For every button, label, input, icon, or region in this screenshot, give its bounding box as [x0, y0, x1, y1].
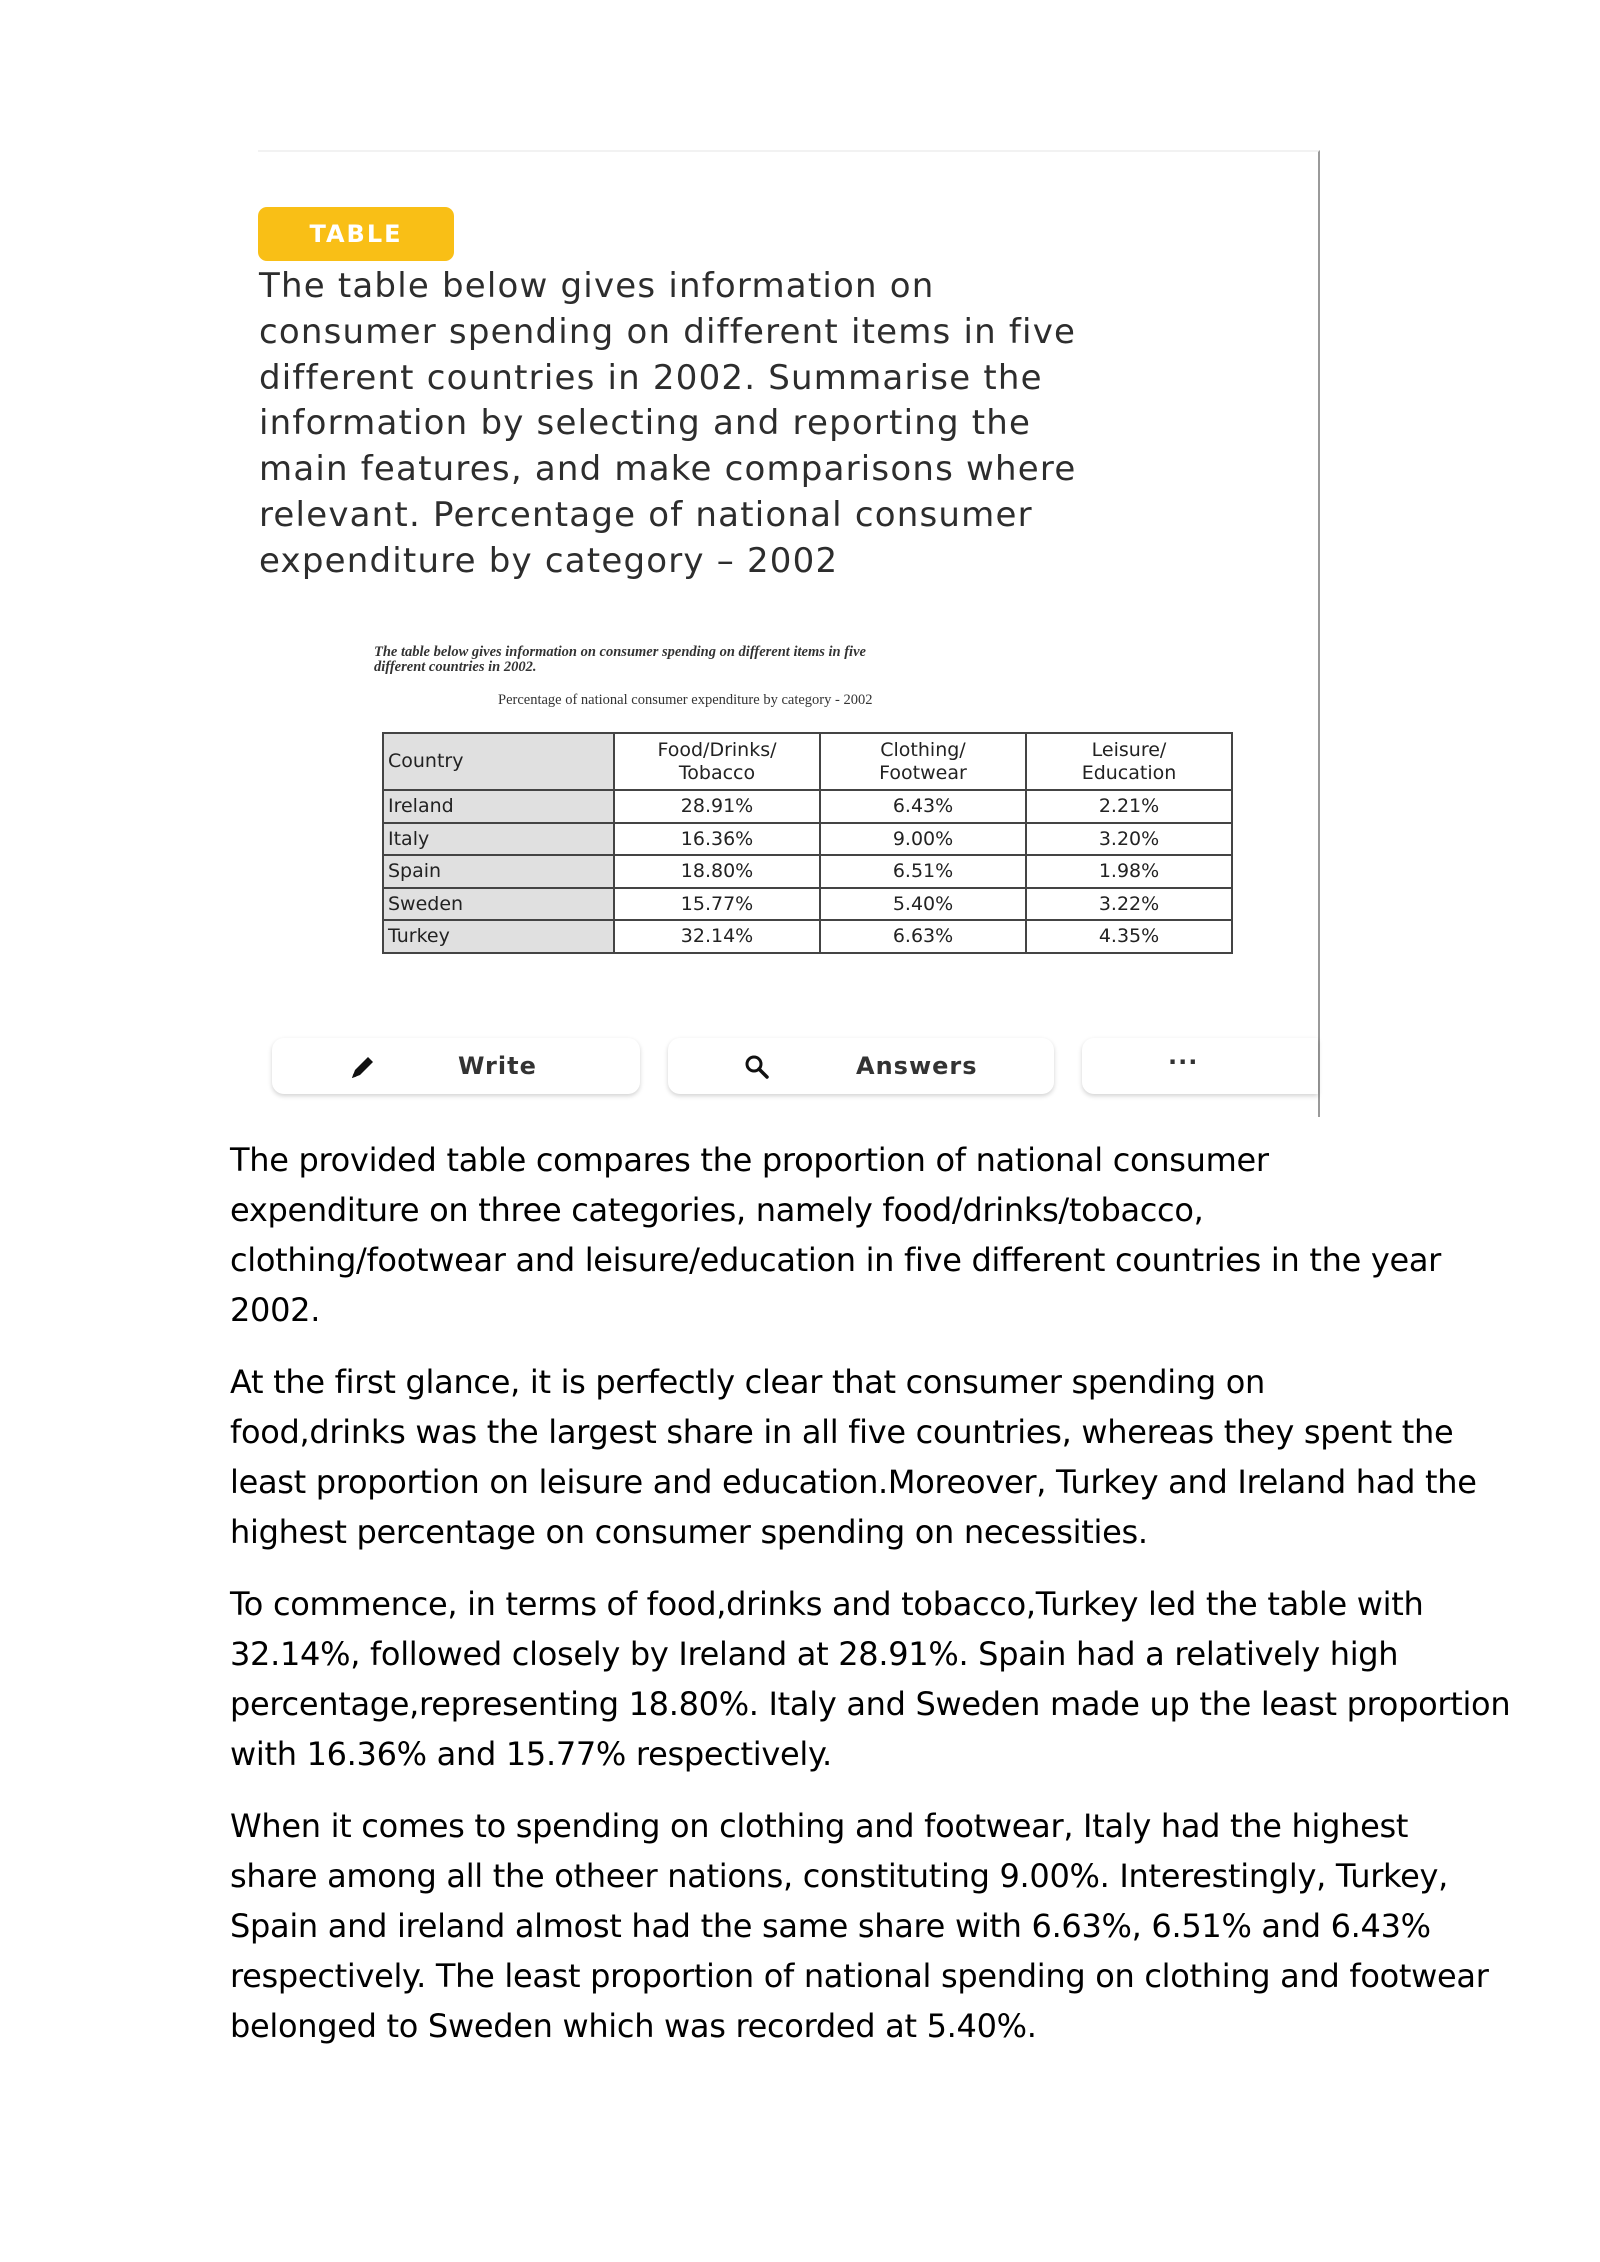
table-header-row — [383, 733, 1232, 790]
table-row — [383, 888, 1232, 921]
embedded-screenshot — [258, 150, 1320, 1117]
cell-leisure: 4.35% — [1026, 920, 1232, 953]
table-row — [383, 823, 1232, 856]
essay-paragraph: To commence, in terms of food,drinks and tobacco,Turkey led the table with 32.14%, followed closely by Ireland at 28.91%. Spain had a relatively high percentage,representing 18.80%. Italy and Sweden made up the least proportion with 16.36% and 15.77% respectively. — [230, 1585, 1511, 1773]
cell-leisure: 3.22% — [1026, 888, 1232, 921]
write-label: Write — [458, 1052, 537, 1080]
answers-label: Answers — [856, 1052, 978, 1080]
cell-leisure: 2.21% — [1026, 790, 1232, 823]
table-row — [383, 790, 1232, 823]
cell-food: 32.14% — [614, 920, 820, 953]
header-country: Country — [383, 733, 614, 790]
search-icon — [742, 1052, 772, 1088]
cell-leisure: 1.98% — [1026, 855, 1232, 888]
cell-country: Turkey — [383, 920, 614, 953]
essay-paragraph: The provided table compares the proportion of national consumer expenditure on three categories, namely food/drinks/tobacco, clothing/footwear and leisure/education in five different countries in the year 2002. — [230, 1141, 1442, 1329]
cell-clothing: 6.51% — [820, 855, 1026, 888]
answers-button[interactable] — [668, 1038, 1054, 1094]
task-prompt: The table below gives information on consumer spending on different items in five different countries in 2002. Summarise the information by selecting and reporting the main features, and make comparisons where relevant. Percentage of national consumer expenditure by category – 2002 — [259, 266, 1077, 581]
action-bar — [272, 1038, 1318, 1096]
expenditure-table — [382, 732, 1233, 954]
cell-leisure: 3.20% — [1026, 823, 1232, 856]
cell-clothing: 9.00% — [820, 823, 1026, 856]
cell-food: 16.36% — [614, 823, 820, 856]
cell-clothing: 6.63% — [820, 920, 1026, 953]
cell-food: 28.91% — [614, 790, 820, 823]
header-food: Food/Drinks/ Tobacco — [614, 733, 820, 790]
table-row — [383, 920, 1232, 953]
cell-food: 18.80% — [614, 855, 820, 888]
cell-country: Sweden — [383, 888, 614, 921]
cell-clothing: 5.40% — [820, 888, 1026, 921]
cell-country: Spain — [383, 855, 614, 888]
table-tag: TABLE — [258, 207, 454, 261]
pencil-icon — [348, 1052, 378, 1088]
more-button[interactable] — [1082, 1038, 1318, 1094]
write-button[interactable] — [272, 1038, 640, 1094]
table-row — [383, 855, 1232, 888]
cell-clothing: 6.43% — [820, 790, 1026, 823]
essay-paragraph: When it comes to spending on clothing and footwear, Italy had the highest share among all the otheer nations, constituting 9.00%. Interestingly, Turkey, Spain and ireland almost had the same share with 6.63%, 6.51% and 6.43% respectively. The least proportion of national spending on clothing and footwear belonged to Sweden which was recorded at 5.40%. — [230, 1807, 1489, 2045]
cell-food: 15.77% — [614, 888, 820, 921]
scan-caption: The table below gives information on consumer spending on different items in five different countries in 2002. — [374, 644, 866, 675]
essay-body — [230, 1135, 1530, 2073]
cell-country: Ireland — [383, 790, 614, 823]
cell-country: Italy — [383, 823, 614, 856]
essay-paragraph: At the first glance, it is perfectly clear that consumer spending on food,drinks was the largest share in all five countries, whereas they spent the least proportion on leisure and education.Moreover, Turkey and Ireland had the highest percentage on consumer spending on necessities. — [230, 1363, 1477, 1551]
header-leisure: Leisure/ Education — [1026, 733, 1232, 790]
more-icon: ··· — [1168, 1048, 1199, 1076]
scan-subcaption: Percentage of national consumer expenditure by category - 2002 — [498, 692, 873, 708]
header-clothing: Clothing/ Footwear — [820, 733, 1026, 790]
